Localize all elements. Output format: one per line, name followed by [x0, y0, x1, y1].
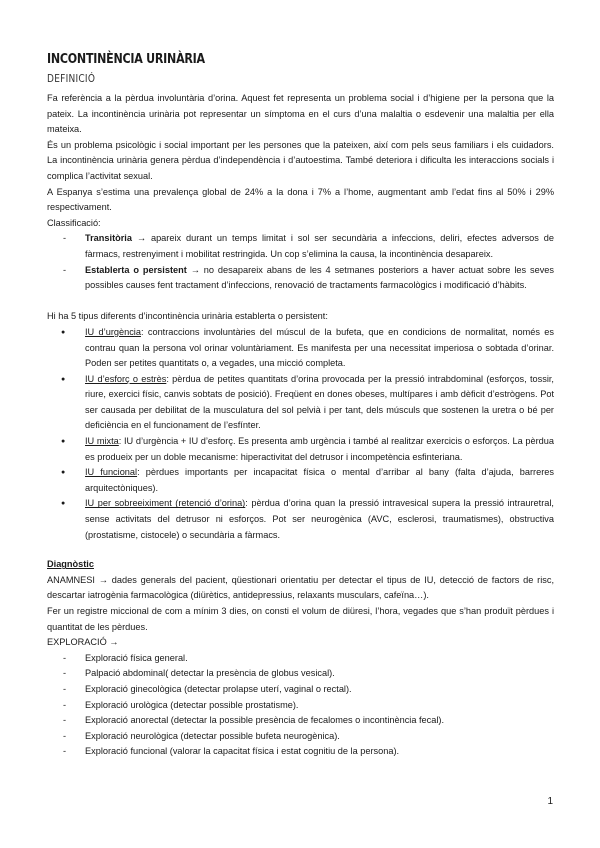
paragraph: És un problema psicològic i social important per les persones que la pateixen, així com pels seus familiars i els cuidadors. La incontinència urinària genera pèrdua d’independència i d’autoestima. També deteriora i dificulta les interaccions socials i complica l’activitat sexual.	[47, 139, 554, 181]
paragraph: A Espanya s’estima una prevalença global de 24% a la dona i 7% a l’home, augmentant amb l’edat fins al 50% i 29% respectivament.	[47, 186, 554, 213]
types-intro: Hi ha 5 tipus diferents d’incontinència urinària establerta o persistent:	[47, 311, 328, 322]
classification-list	[47, 231, 554, 293]
term: IU funcional	[85, 467, 138, 478]
list-item: - Exploració anorectal (detectar la possible presència de fecalomes o incontinència fecal).	[85, 713, 554, 729]
term: Establerta o persistent	[85, 264, 187, 275]
term: IU d’esforç o estrès	[85, 373, 167, 384]
document-page	[47, 50, 554, 760]
classification-label: Classificació:	[47, 217, 101, 228]
term: IU mixta	[85, 436, 119, 447]
term-description: : pèrdues importants per incapacitat física o mental d’arribar al bany (falta d’ajuda, barreres arquitectòniques).	[85, 467, 554, 493]
term-description: : contraccions involuntàries del múscul de la bufeta, que en condicions de normalitat, només es contrau quan la persona vol orinar voluntàriament. Es manifesta per una necessitat imperiosa o sobtada d’orinar. Poden ser petites quantitats o, a vegades, una micció completa.	[85, 326, 554, 369]
term-description: : pèrdua de petites quantitats d’orina provocada per la pressió intrabdominal (esforços, tossir, riure, exercici físic, canvis sobtats de posició). Freqüent en dones obeses, multípares i amb dèficit d’estrògens. Pot ser causada per debilitat de la musculatura del sol pelvià i per tant, dels músculs que sostenen la uretra o bé per deficiència en el funcionament de l’esfínter.	[85, 373, 554, 431]
exploration-list	[47, 651, 554, 760]
list-item	[85, 325, 554, 372]
types-list	[47, 325, 554, 543]
list-item: - Exploració urològica (detectar possible prostatisme).	[85, 698, 554, 714]
paragraph: Fer un registre miccional de com a mínim 3 dies, on consti el volum de diüresi, l’hora, vegades que s’han produït pèrdues i quantitat de les pèrdues.	[47, 606, 554, 632]
list-item: - Exploració ginecològica (detectar prolapse uterí, vaginal o rectal).	[85, 682, 554, 698]
list-item	[85, 372, 554, 434]
list-item: - Exploració neurològica (detectar possible bufeta neurogènica).	[85, 729, 554, 745]
list-item	[85, 465, 554, 496]
term-description: → apareix durant un temps limitat i sol ser secundària a infeccions, deliri, efectes adversos de fàrmacs, restrenyiment i mobilitat restringida. Un cop s’elimina la causa, la incontinència desapareix.	[85, 233, 554, 259]
list-item	[85, 496, 554, 543]
list-item: - Palpació abdominal( detectar la presència de globus vesical).	[85, 666, 554, 682]
list-item	[85, 263, 554, 294]
page-title: INCONTINÈNCIA URINÀRIA	[47, 51, 205, 67]
list-item	[85, 434, 554, 465]
section-heading-diagnostic: Diagnòstic	[47, 559, 94, 570]
list-item: - Exploració física general.	[85, 651, 554, 667]
term: Transitòria	[85, 233, 132, 244]
term: IU per sobreeiximent (retenció d’orina)	[85, 498, 246, 509]
term: IU d’urgència	[85, 326, 141, 337]
paragraph: ANAMNESI → dades generals del pacient, qüestionari orientatiu per detectar el tipus de IU, detecció de factors de risc, descartar iatrogènia farmacològica (diürètics, antidepressius, relaxants musculars, cafeïna…).	[47, 574, 554, 601]
term-description: : IU d’urgència + IU d’esforç. Es presenta amb urgència i també al realitzar exercicis o esforços. La pèrdua es produeix per un doble mecanisme: hiperactivitat del detrusor i incompetència esfinteriana.	[85, 436, 554, 462]
list-item	[85, 231, 554, 262]
exploration-label: EXPLORACIÓ →	[47, 637, 119, 648]
page-number: 1	[547, 796, 553, 807]
term-description: → no desapareix abans de les 4 setmanes posteriors a haver actuat sobre les seves possibles causes fent tractament d’infeccions, renovació de tractaments farmacològics i modificació d’hàbits.	[85, 264, 554, 291]
section-heading-definition: DEFINICIÓ	[47, 72, 96, 85]
list-item: - Exploració funcional (valorar la capacitat física i estat cognitiu de la persona).	[85, 744, 554, 760]
term-description: : pèrdua d’orina quan la pressió intravesical supera la pressió intrauretral, sense activitats del detrusor ni esforços. Pot ser neurogènica (AVC, esclerosi, traumatismes), obstructiva (prostatisme, cistocele) o secundària a fàrmacs.	[85, 498, 554, 540]
paragraph: Fa referència a la pèrdua involuntària d’orina. Aquest fet representa un problema social i d’higiene per la persona que la pateix. La incontinència urinària pot representar un símptoma en el curs d’una malaltia o esdevenir una malaltia per ella mateixa.	[47, 93, 554, 135]
